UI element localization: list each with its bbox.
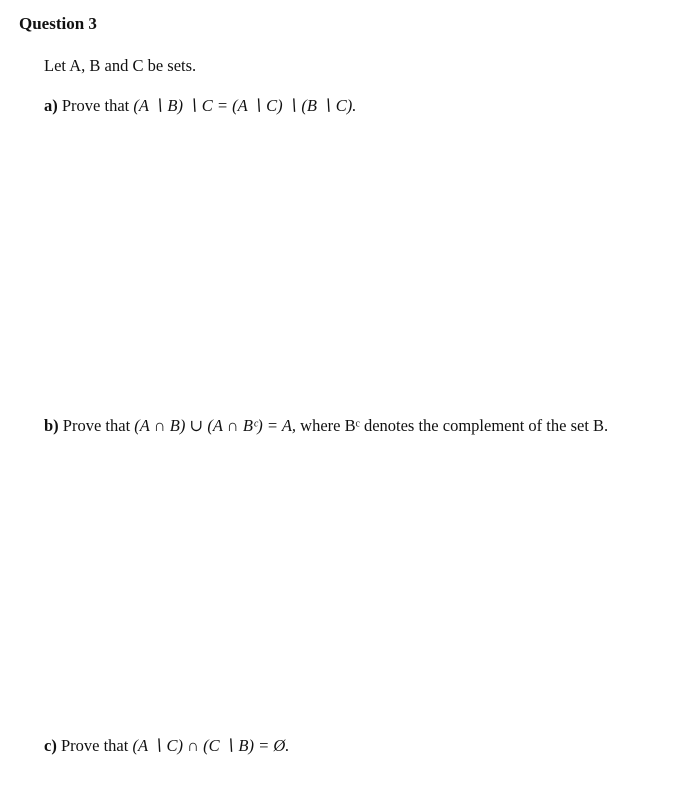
part-a <box>44 96 356 116</box>
part-a-label: a) <box>44 96 58 115</box>
part-b <box>44 416 608 436</box>
part-a-prefix: Prove that <box>61 96 130 115</box>
part-b-suffix: where Bᶜ denotes the complement of the set B. <box>300 416 609 435</box>
part-b-statement: (A ∩ B) ∪ (A ∩ Bᶜ) = A, <box>134 416 297 435</box>
part-c-prefix: Prove that <box>60 736 129 755</box>
part-c-label: c) <box>44 736 57 755</box>
part-a-statement: (A ∖ B) ∖ C = (A ∖ C) ∖ (B ∖ C). <box>133 96 357 115</box>
question-title: Question 3 <box>19 14 97 33</box>
intro-text: Let A, B and C be sets. <box>44 56 197 75</box>
part-c <box>44 736 289 756</box>
part-c-statement: (A ∖ C) ∩ (C ∖ B) = Ø. <box>132 736 290 755</box>
part-b-prefix: Prove that <box>62 416 131 435</box>
part-b-label: b) <box>44 416 59 435</box>
